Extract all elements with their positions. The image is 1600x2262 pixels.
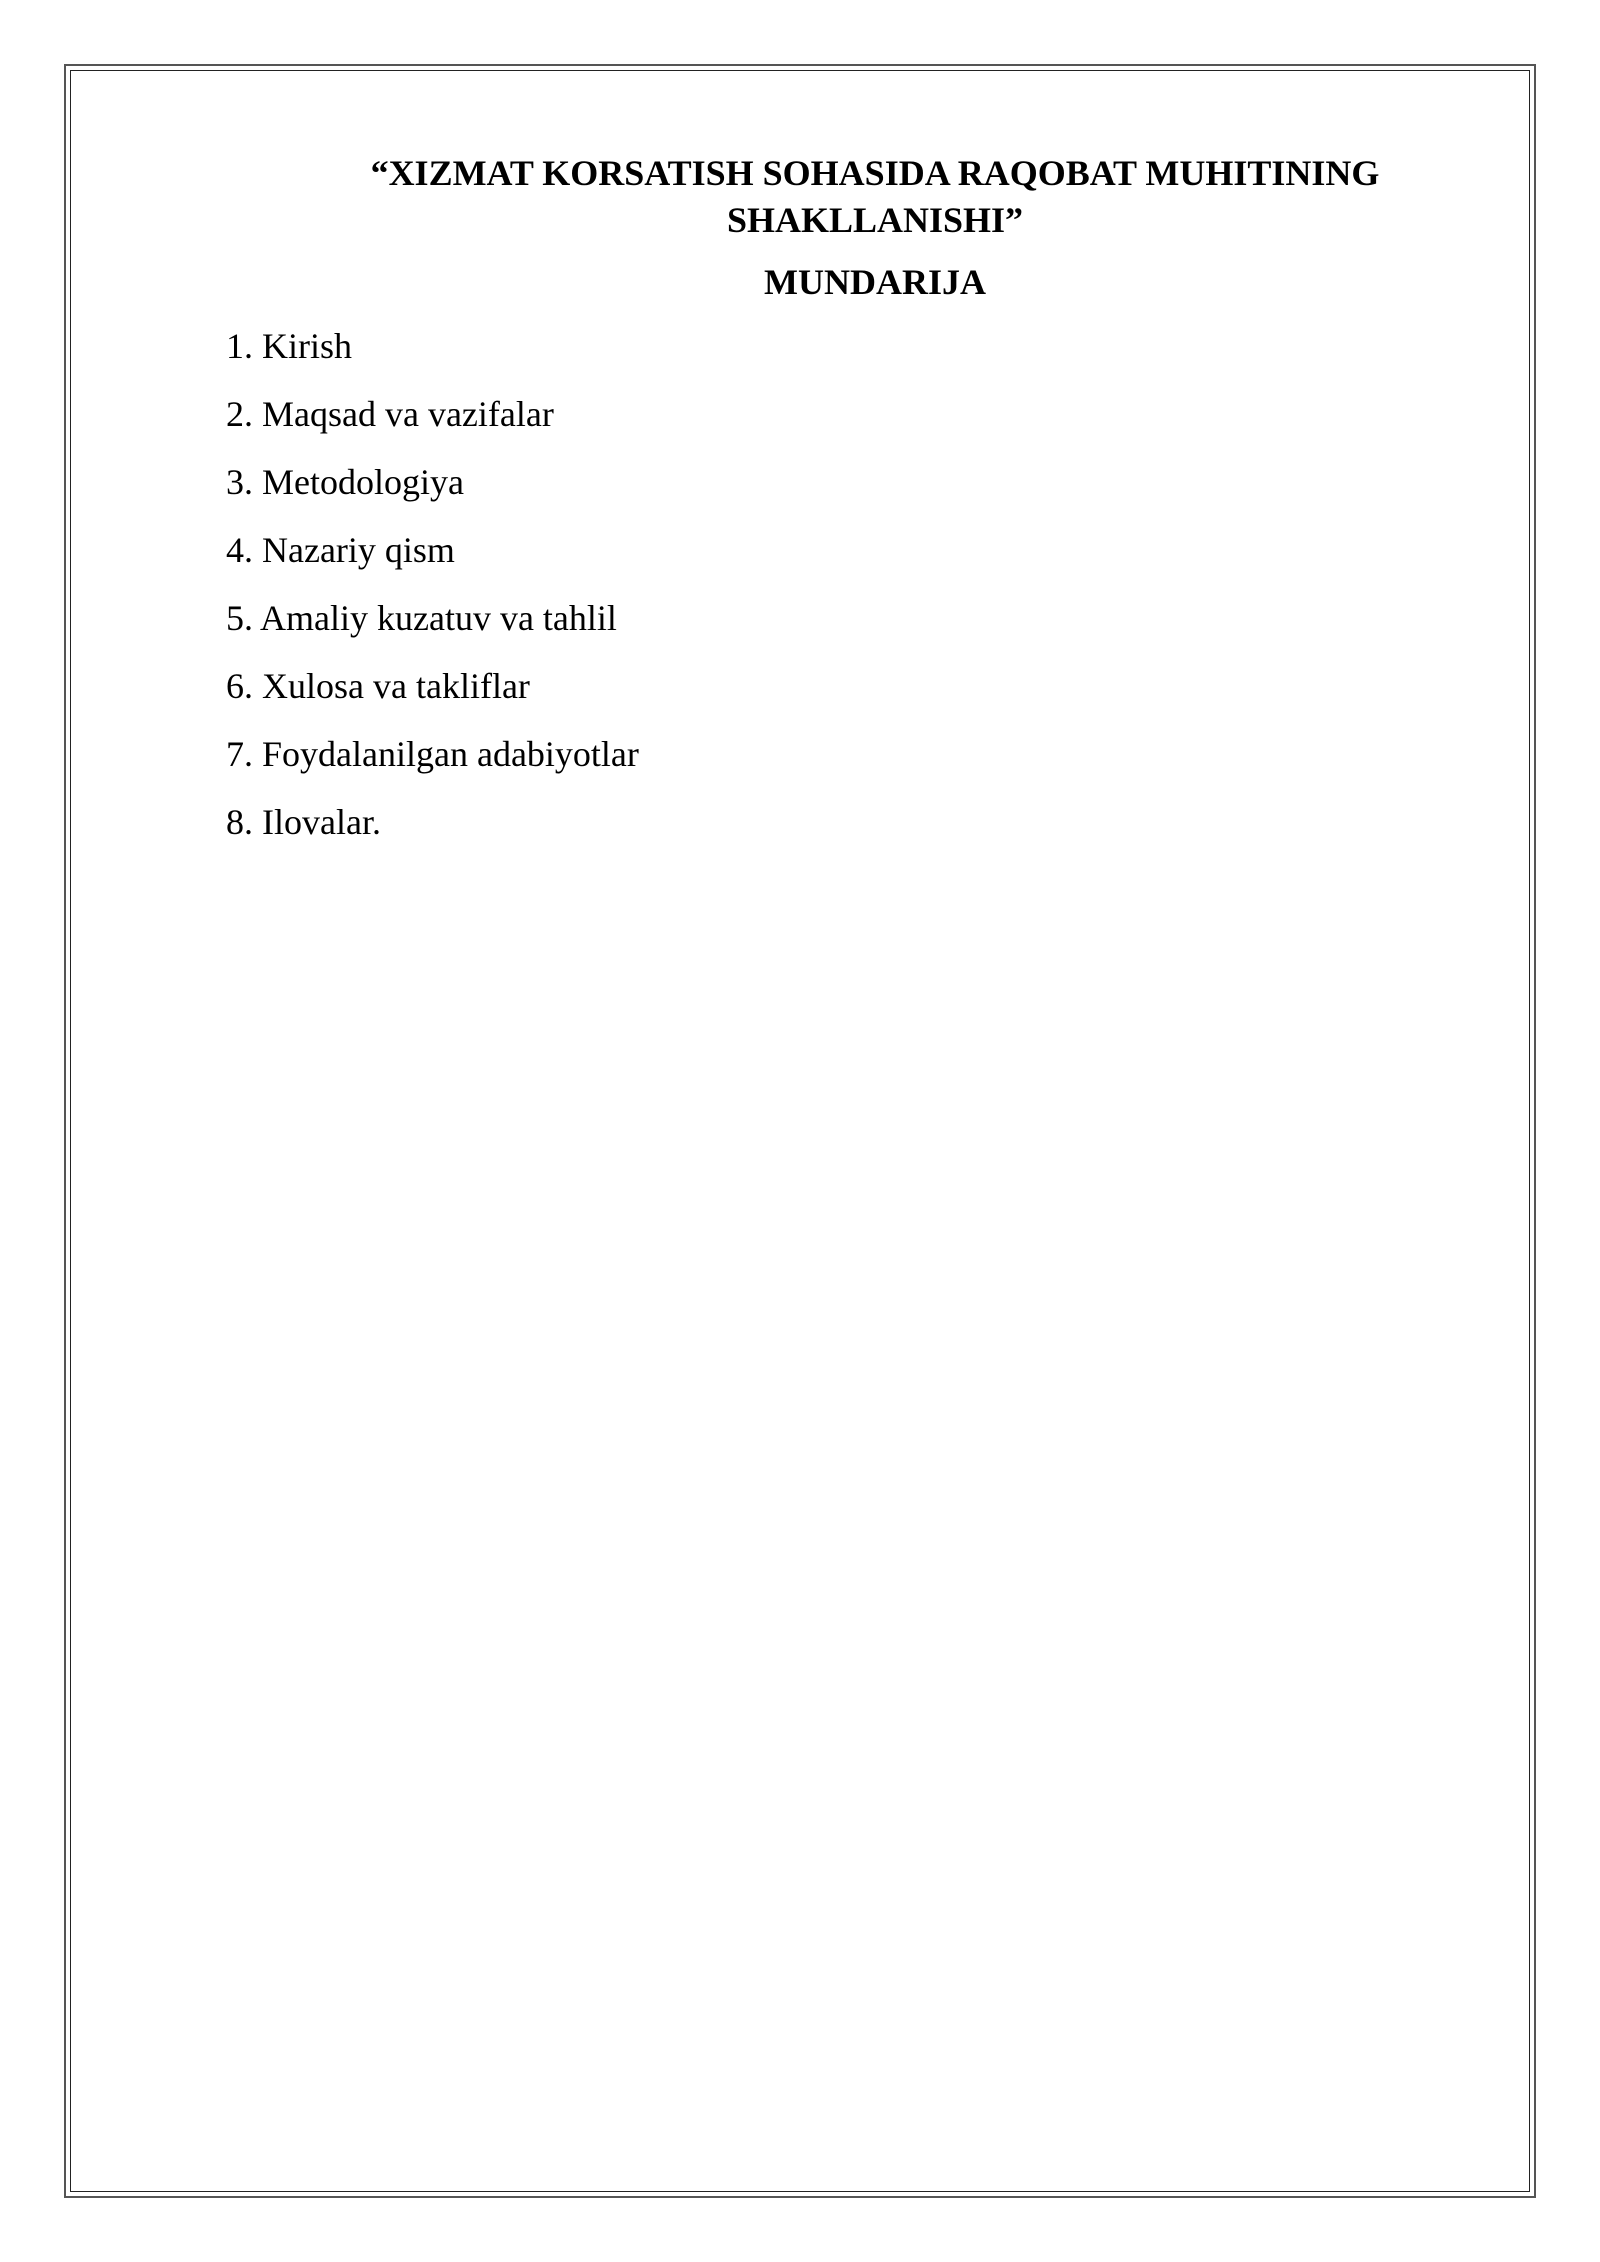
toc-item: 8. Ilovalar. [226,802,381,842]
table-of-contents [226,324,1484,844]
document-title: “XIZMAT KORSATISH SOHASIDA RAQOBAT MUHITINING SHAKLLANISHI” [370,153,1380,240]
toc-item: 3. Metodologiya [226,462,464,502]
toc-item: 5. Amaliy kuzatuv va tahlil [226,598,617,638]
toc-heading: MUNDARIJA [764,262,986,302]
toc-item: 7. Foydalanilgan adabiyotlar [226,734,639,774]
page-content [226,150,1484,868]
toc-item: 2. Maqsad va vazifalar [226,394,554,434]
toc-item: 1. Kirish [226,326,352,366]
toc-item: 6. Xulosa va takliflar [226,666,530,706]
toc-item: 4. Nazariy qism [226,530,455,570]
